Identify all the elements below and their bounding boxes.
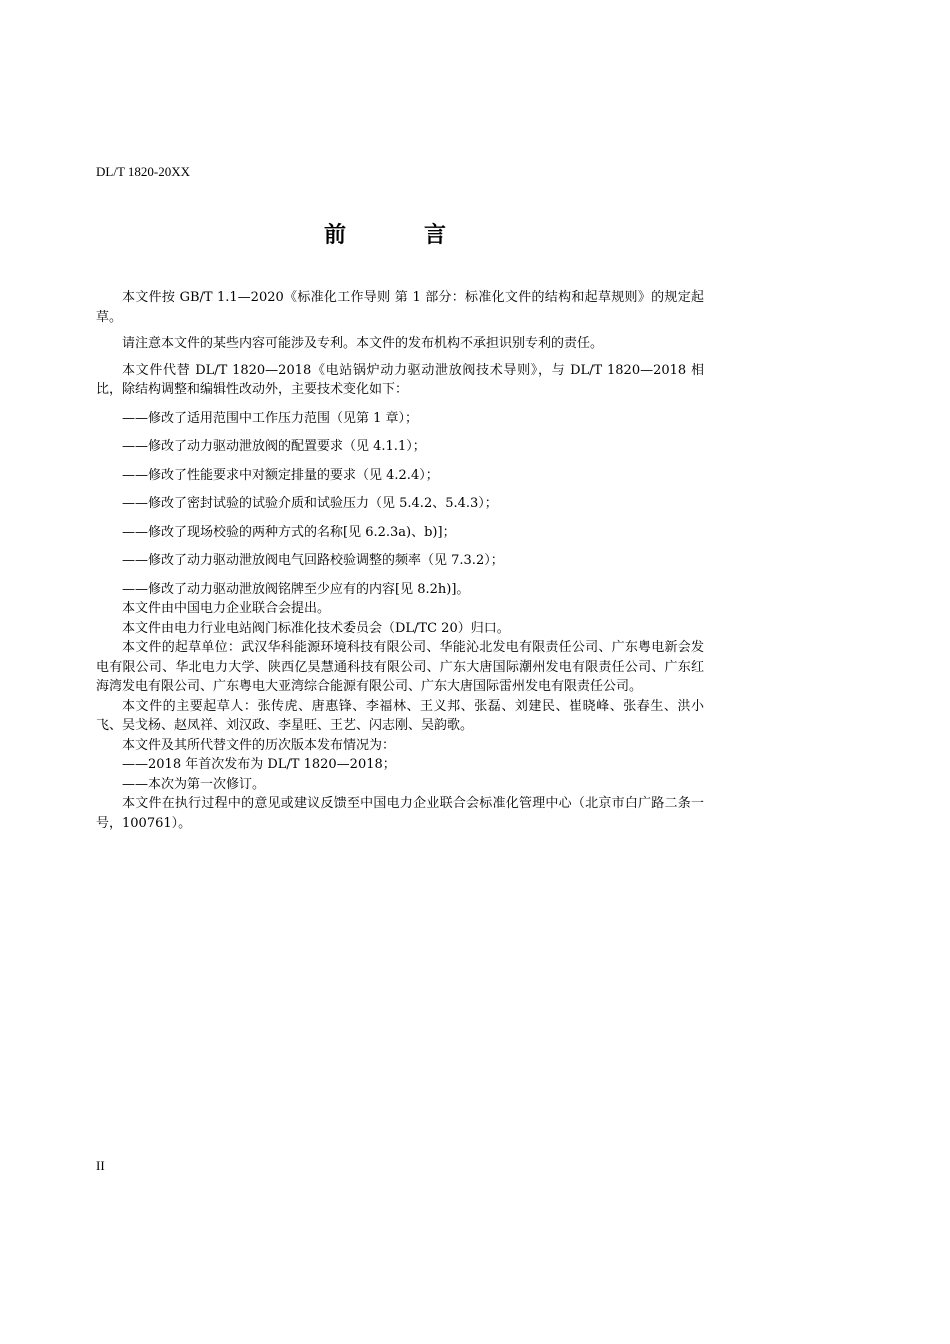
history-item: ——2018 年首次发布为 DL/T 1820—2018；	[122, 757, 396, 772]
page-number: II	[96, 1158, 105, 1173]
change-item: ——修改了适用范围中工作压力范围（见第 1 章）；	[122, 410, 419, 426]
standard-code: DL/T 1820-20XX	[96, 164, 191, 179]
paragraph-patent-notice: 请注意本文件的某些内容可能涉及专利。本文件的发布机构不承担识别专利的责任。	[122, 336, 604, 351]
paragraph-version-history: 本文件及其所代替文件的历次版本发布情况为：	[122, 737, 396, 753]
change-item: ——修改了现场校验的两种方式的名称[见 6.2.3a)、b)]；	[122, 524, 456, 540]
foreword-body	[96, 288, 704, 833]
change-item: ——修改了密封试验的试验介质和试验压力（见 5.4.2、5.4.3）；	[122, 496, 498, 511]
history-item: ——本次为第一次修订。	[122, 776, 266, 792]
change-item: ——修改了性能要求中对额定排量的要求（见 4.2.4）；	[122, 467, 439, 483]
page-title: 前 言	[323, 222, 474, 248]
paragraph-feedback: 本文件在执行过程中的意见或建议反馈至中国电力企业联合会标准化管理中心（北京市白广路二条一号，100761）。	[96, 796, 704, 831]
paragraph-drafting-units: 本文件的起草单位：武汉华科能源环境科技有限公司、华能沁北发电有限责任公司、广东粤电新会发电有限公司、华北电力大学、陕西亿昊慧通科技有限公司、广东大唐国际潮州发电有限责任公司、广东红海湾发电有限公司、广东粤电大亚湾综合能源有限公司、广东大唐国际雷州发电有限责任公司。	[96, 640, 704, 694]
paragraph-proposer: 本文件由中国电力企业联合会提出。	[122, 601, 331, 616]
paragraph-drafters: 本文件的主要起草人：张传虎、唐惠锋、李福林、王义邦、张磊、刘建民、崔晓峰、张春生、洪小飞、吴戈杨、赵凤祥、刘汉政、李星旺、王艺、闪志刚、吴韵歌。	[96, 698, 704, 733]
paragraph-drafting-rules: 本文件按 GB/T 1.1—2020《标准化工作导则 第 1 部分：标准化文件的结构和起草规则》的规定起草。	[96, 290, 704, 325]
paragraph-replacement: 本文件代替 DL/T 1820—2018《电站锅炉动力驱动泄放阀技术导则》，与 DL/T 1820—2018 相比，除结构调整和编辑性改动外，主要技术变化如下：	[96, 362, 704, 397]
paragraph-committee: 本文件由电力行业电站阀门标准化技术委员会（DL/TC 20）归口。	[122, 620, 510, 636]
change-item: ——修改了动力驱动泄放阀铭牌至少应有的内容[见 8.2h)]。	[122, 581, 470, 597]
change-item: ——修改了动力驱动泄放阀电气回路校验调整的频率（见 7.3.2）；	[122, 553, 504, 568]
change-item: ——修改了动力驱动泄放阀的配置要求（见 4.1.1）；	[122, 439, 426, 454]
